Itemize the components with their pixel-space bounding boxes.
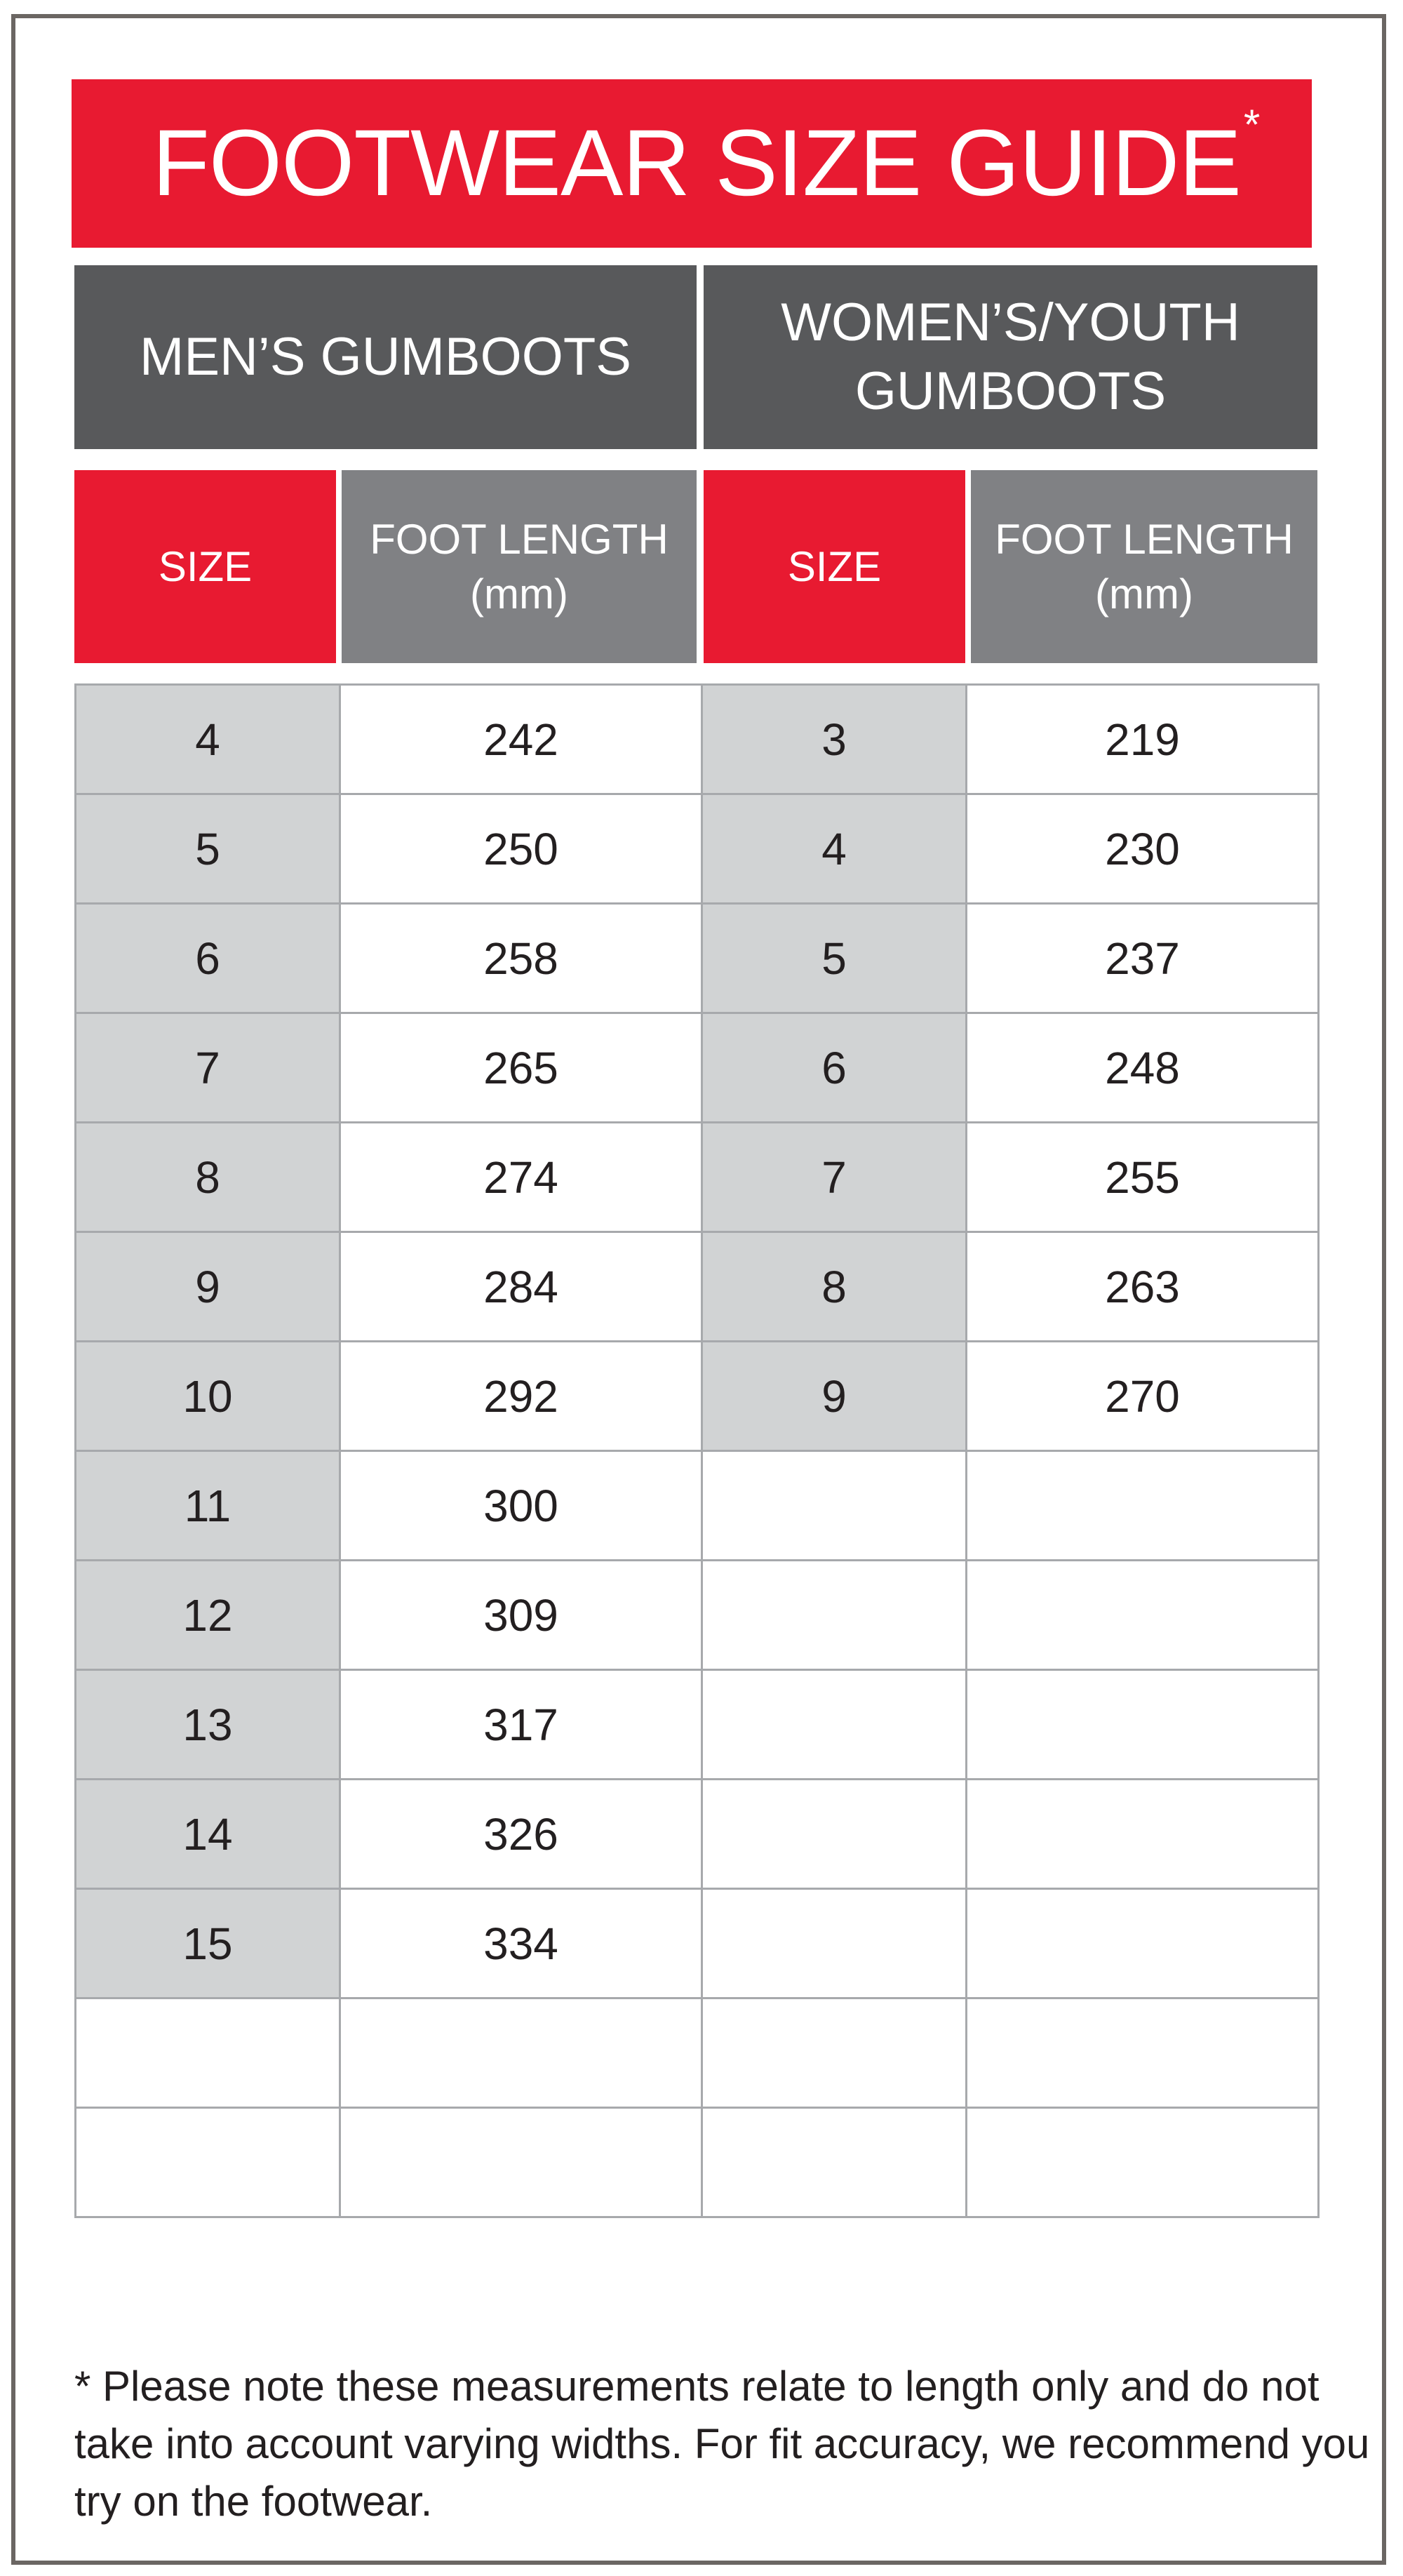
womens-foot-length-column-header [971,470,1317,663]
title-footnote-marker: * [1243,101,1260,148]
mens-size-cell [76,1998,340,2108]
mens-size-cell: 14 [76,1780,340,1889]
womens-foot-length-cell: 248 [967,1013,1319,1123]
title-banner [72,79,1312,248]
womens-size-cell: 8 [702,1232,967,1342]
womens-foot-length-cell: 237 [967,904,1319,1013]
womens-size-column-label: SIZE [787,542,882,590]
womens-foot-length-cell [967,1889,1319,1998]
table-row [76,1670,1319,1780]
mens-size-cell: 9 [76,1232,340,1342]
table-row [76,1780,1319,1889]
womens-size-column-header [704,470,965,663]
size-table-body [76,685,1319,2217]
mens-foot-length-cell: 300 [340,1451,702,1561]
mens-foot-length-cell: 309 [340,1561,702,1670]
page-title [152,101,1260,215]
mens-foot-length-cell: 284 [340,1232,702,1342]
womens-foot-length-cell: 255 [967,1123,1319,1232]
womens-foot-length-cell: 263 [967,1232,1319,1342]
table-row [76,2108,1319,2217]
mens-size-cell: 8 [76,1123,340,1232]
womens-foot-length-cell [967,1780,1319,1889]
womens-size-cell: 4 [702,794,967,904]
mens-foot-length-cell: 250 [340,794,702,904]
womens-size-cell: 5 [702,904,967,1013]
mens-foot-length-cell: 326 [340,1780,702,1889]
table-row [76,1342,1319,1451]
mens-foot-length-cell [340,1998,702,2108]
mens-foot-length-cell: 292 [340,1342,702,1451]
womens-foot-length-cell [967,1451,1319,1561]
womens-foot-length-column-label: FOOT LENGTH (mm) [995,515,1294,618]
table-row [76,1889,1319,1998]
mens-size-cell: 6 [76,904,340,1013]
mens-size-cell: 10 [76,1342,340,1451]
womens-foot-length-cell: 230 [967,794,1319,904]
mens-foot-length-cell: 317 [340,1670,702,1780]
womens-foot-length-cell [967,1670,1319,1780]
womens-size-cell: 7 [702,1123,967,1232]
womens-size-cell [702,1561,967,1670]
mens-foot-length-column-header [342,470,697,663]
mens-size-cell [76,2108,340,2217]
womens-size-cell [702,1670,967,1780]
womens-size-cell: 9 [702,1342,967,1451]
table-row [76,1998,1319,2108]
footnote: * Please note these measurements relate to length only and do not take into account varying widths. For fit accuracy, we recommend you try on the footwear. [74,2363,1370,2525]
mens-foot-length-column-label: FOOT LENGTH (mm) [370,515,669,618]
table-row [76,1013,1319,1123]
mens-foot-length-cell [340,2108,702,2217]
mens-gumboots-header [74,265,697,449]
womens-size-cell [702,1889,967,1998]
womens-size-cell [702,1451,967,1561]
mens-size-cell: 11 [76,1451,340,1561]
womens-size-cell [702,1998,967,2108]
mens-foot-length-cell: 334 [340,1889,702,1998]
womens-foot-length-cell: 219 [967,685,1319,794]
mens-foot-length-cell: 274 [340,1123,702,1232]
mens-size-column-header [74,470,336,663]
mens-size-cell: 12 [76,1561,340,1670]
table-row [76,1451,1319,1561]
mens-foot-length-cell: 258 [340,904,702,1013]
womens-youth-gumboots-header [704,265,1317,449]
mens-foot-length-cell: 242 [340,685,702,794]
table-row [76,1123,1319,1232]
mens-gumboots-label: MEN’S GUMBOOTS [140,327,631,387]
table-row [76,794,1319,904]
mens-size-cell: 5 [76,794,340,904]
mens-size-cell: 13 [76,1670,340,1780]
table-row [76,1561,1319,1670]
title-text: FOOTWEAR SIZE GUIDE [152,111,1241,215]
womens-size-cell [702,2108,967,2217]
womens-size-cell [702,1780,967,1889]
mens-size-cell: 7 [76,1013,340,1123]
mens-size-cell: 4 [76,685,340,794]
mens-foot-length-cell: 265 [340,1013,702,1123]
table-row [76,904,1319,1013]
mens-size-cell: 15 [76,1889,340,1998]
womens-foot-length-cell: 270 [967,1342,1319,1451]
mens-size-column-label: SIZE [158,542,253,590]
table-row [76,685,1319,794]
size-table [74,683,1320,2218]
womens-youth-gumboots-label: WOMEN’S/YOUTH GUMBOOTS [781,293,1240,421]
womens-foot-length-cell [967,1561,1319,1670]
womens-size-cell: 6 [702,1013,967,1123]
womens-foot-length-cell [967,2108,1319,2217]
womens-size-cell: 3 [702,685,967,794]
womens-foot-length-cell [967,1998,1319,2108]
table-row [76,1232,1319,1342]
